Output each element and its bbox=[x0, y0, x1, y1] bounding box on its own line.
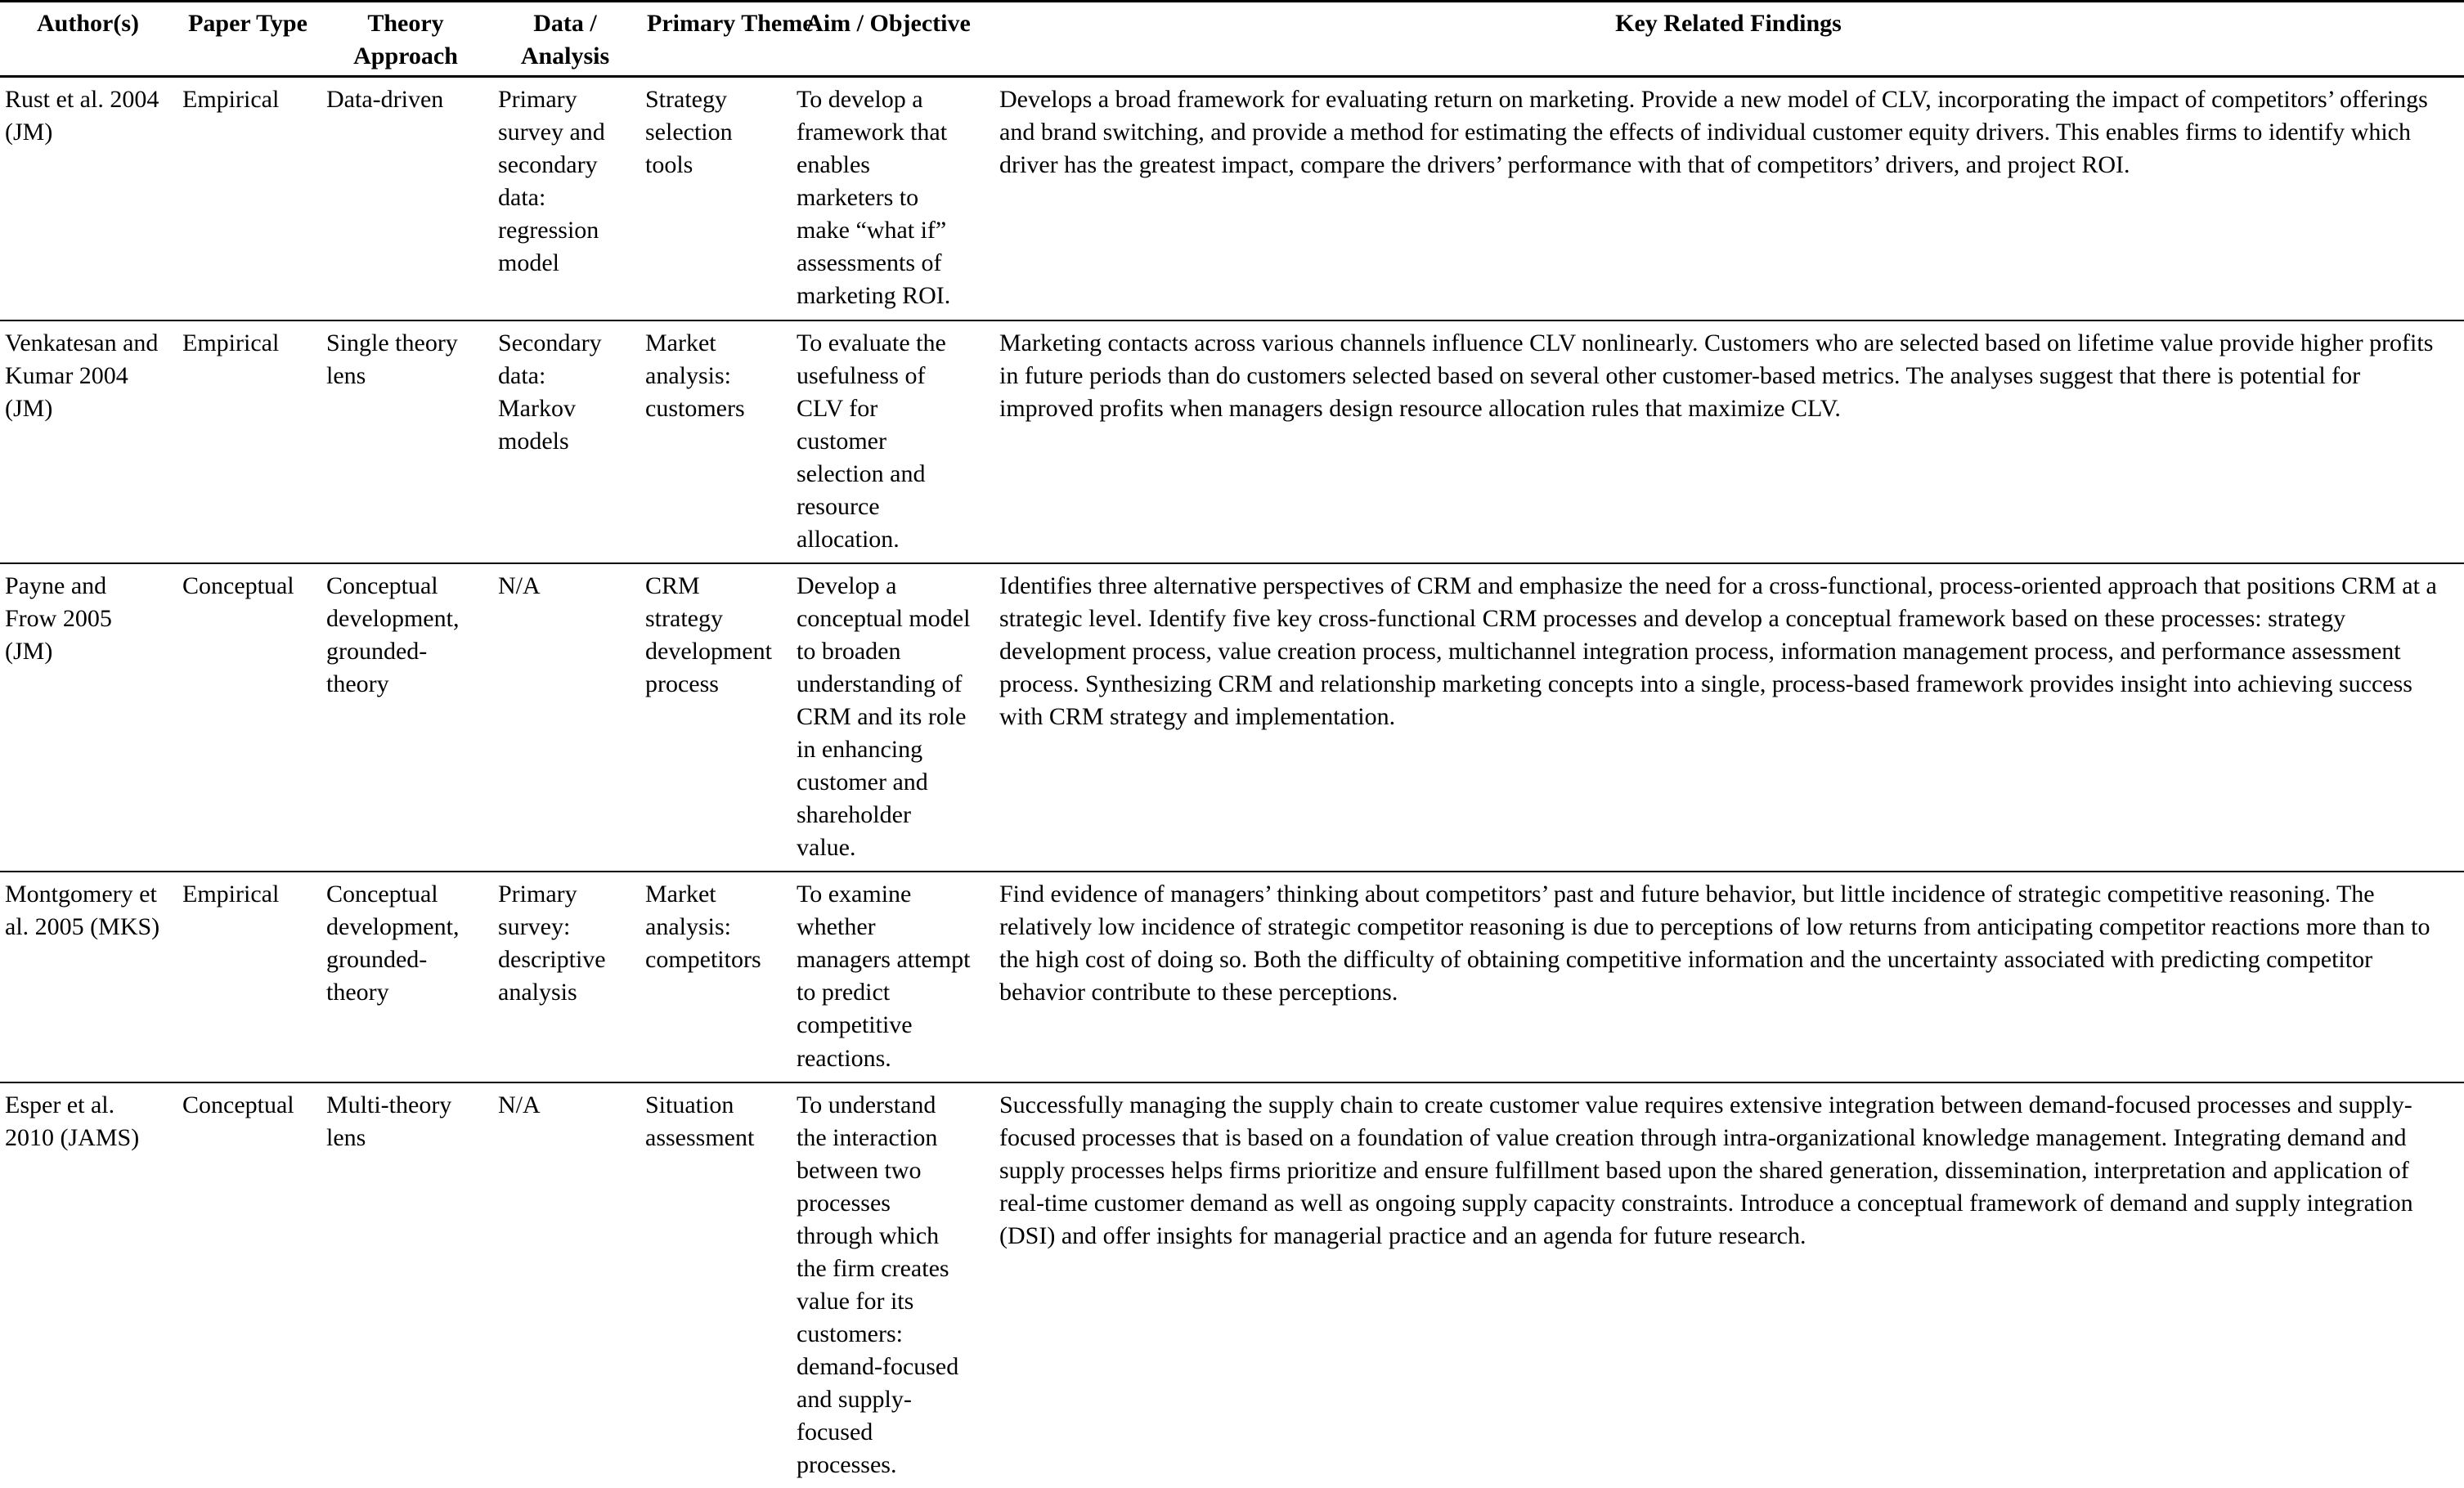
cell-key-related-findings: Identifies three alternative perspectives of CRM and emphasize the need for a cross-functional, process-oriented approach that positions CRM at a strategic level. Identify five key cross-functional CRM processes and develop a conceptual framework based on these processes: strategy development process, value creation process, multichannel integration process, information management process, and performance assessment process. Synthesizing CRM and relationship marketing concepts into a single, process-based framework provides insight into achieving success with CRM strategy and implementation. bbox=[986, 563, 2464, 872]
cell-paper-type: Empirical bbox=[176, 872, 320, 1082]
table-row bbox=[0, 77, 2464, 320]
column-header-aim-objective bbox=[790, 2, 986, 77]
cell-author: Payne and Frow 2005 (JM) bbox=[0, 563, 176, 872]
cell-primary-theme: Market analysis: customers bbox=[639, 320, 790, 563]
table-body bbox=[0, 77, 2464, 1488]
cell-aim-objective: To understand the interaction between two processes through which the firm creates value for its customers: demand-focused and supply-focused processes. bbox=[797, 1091, 959, 1479]
cell-paper-type: Conceptual bbox=[176, 563, 320, 872]
cell-theory-approach: Single theory lens bbox=[320, 320, 491, 563]
table-row bbox=[0, 872, 2464, 1082]
column-header-theory-approach-line-1: Theory bbox=[367, 10, 444, 37]
column-header-key-related-findings bbox=[986, 2, 2464, 77]
cell-primary-theme: Situation assessment bbox=[645, 1091, 755, 1151]
cell-theory-approach: Conceptual development, grounded-theory bbox=[320, 563, 491, 872]
cell-key-related-findings: Find evidence of managers’ thinking about competitors’ past and future behavior, but little incidence of strategic competitive reasoning. The relatively low incidence of strategic competitor reasoning is due to perceptions of low returns from anticipating competitor reactions more than to the high cost of doing so. Both the difficulty of obtaining competitive information and the uncertainty associated with predicting competitor behavior contribute to these perceptions. bbox=[986, 872, 2464, 1082]
column-header-author-line-1: Author(s) bbox=[37, 10, 139, 37]
cell-aim-objective: To evaluate the usefulness of CLV for customer selection and resource allocation. bbox=[790, 320, 986, 563]
cell-theory-approach: Multi-theory lens bbox=[326, 1091, 452, 1151]
cell-aim-objective: To develop a framework that enables marketers to make “what if” assessments of marketing ROI. bbox=[790, 77, 986, 320]
cell-author: Rust et al. 2004 (JM) bbox=[0, 77, 176, 320]
cell-paper-type: Empirical bbox=[176, 320, 320, 563]
cell-aim-objective: To examine whether managers attempt to predict competitive reactions. bbox=[790, 872, 986, 1082]
cell-key-related-findings: Marketing contacts across various channels influence CLV nonlinearly. Customers who are selected based on lifetime value provide higher profits in future periods than do customers selected based on several other customer-based metrics. The analyses suggest that there is potential for improved profits when managers design resource allocation rules that maximize CLV. bbox=[986, 320, 2464, 563]
header-row bbox=[0, 2, 2464, 77]
cell-primary-theme: Market analysis: competitors bbox=[639, 872, 790, 1082]
cell-aim-objective: Develop a conceptual model to broaden understanding of CRM and its role in enhancing customer and shareholder value. bbox=[790, 563, 986, 872]
column-header-primary-theme-line-1: Primary Theme bbox=[647, 10, 814, 37]
cell-data-analysis: N/A bbox=[498, 1091, 541, 1118]
column-header-theory-approach-line-2: Approach bbox=[353, 42, 458, 69]
cell-data-analysis: Secondary data: Markov models bbox=[491, 320, 639, 563]
cell-paper-type: Conceptual bbox=[182, 1091, 294, 1118]
column-header-data-analysis-line-1: Data / bbox=[533, 10, 597, 37]
cell-primary-theme: CRM strategy development process bbox=[639, 563, 790, 872]
cell-key-related-findings: Develops a broad framework for evaluating return on marketing. Provide a new model of CLV, incorporating the impact of competitors’ offerings and brand switching, and provide a method for estimating the effects of individual customer equity drivers. This enables firms to identify which driver has the greatest impact, compare the drivers’ performance with that of competitors’ drivers, and project ROI. bbox=[986, 77, 2464, 320]
table-row bbox=[0, 1082, 2464, 1488]
cell-data-analysis: Primary survey: descriptive analysis bbox=[491, 872, 639, 1082]
cell-author: Montgomery et al. 2005 (MKS) bbox=[0, 872, 176, 1082]
cell-author: Esper et al. 2010 (JAMS) bbox=[5, 1091, 140, 1151]
cell-key-related-findings: Successfully managing the supply chain to create customer value requires extensive integration between demand-focused processes and supply-focused processes that is based on a foundation of value creation through intra-organizational knowledge management. Integrating demand and supply processes helps firms prioritize and ensure fulfillment based upon the shared generation, dissemination, interpretation and application of real-time customer demand as well as ongoing supply capacity constraints. Introduce a conceptual framework of demand and supply integration (DSI) and offer insights for managerial practice and an agenda for future research. bbox=[999, 1091, 2413, 1249]
column-header-data-analysis bbox=[491, 2, 639, 77]
table-row bbox=[0, 320, 2464, 563]
cell-primary-theme: Strategy selection tools bbox=[639, 77, 790, 320]
table-header bbox=[0, 2, 2464, 77]
column-header-theory-approach bbox=[320, 2, 491, 77]
column-header-primary-theme bbox=[639, 2, 814, 77]
cell-paper-type: Empirical bbox=[176, 77, 320, 320]
column-header-paper-type bbox=[176, 2, 320, 77]
cell-data-analysis: Primary survey and secondary data: regression model bbox=[491, 77, 639, 320]
column-header-aim-objective-line-1: Aim / Objective bbox=[806, 10, 971, 37]
cell-theory-approach: Conceptual development, grounded-theory bbox=[320, 872, 491, 1082]
column-header-paper-type-line-1: Paper Type bbox=[188, 10, 307, 37]
cell-author: Venkatesan and Kumar 2004 (JM) bbox=[0, 320, 176, 563]
column-header-key-related-findings-line-1: Key Related Findings bbox=[1615, 10, 1842, 37]
column-header-data-analysis-line-2: Analysis bbox=[520, 42, 610, 69]
column-header-author bbox=[0, 2, 176, 77]
cell-data-analysis: N/A bbox=[491, 563, 639, 872]
table-row bbox=[0, 563, 2464, 872]
cell-theory-approach: Data-driven bbox=[320, 77, 491, 320]
